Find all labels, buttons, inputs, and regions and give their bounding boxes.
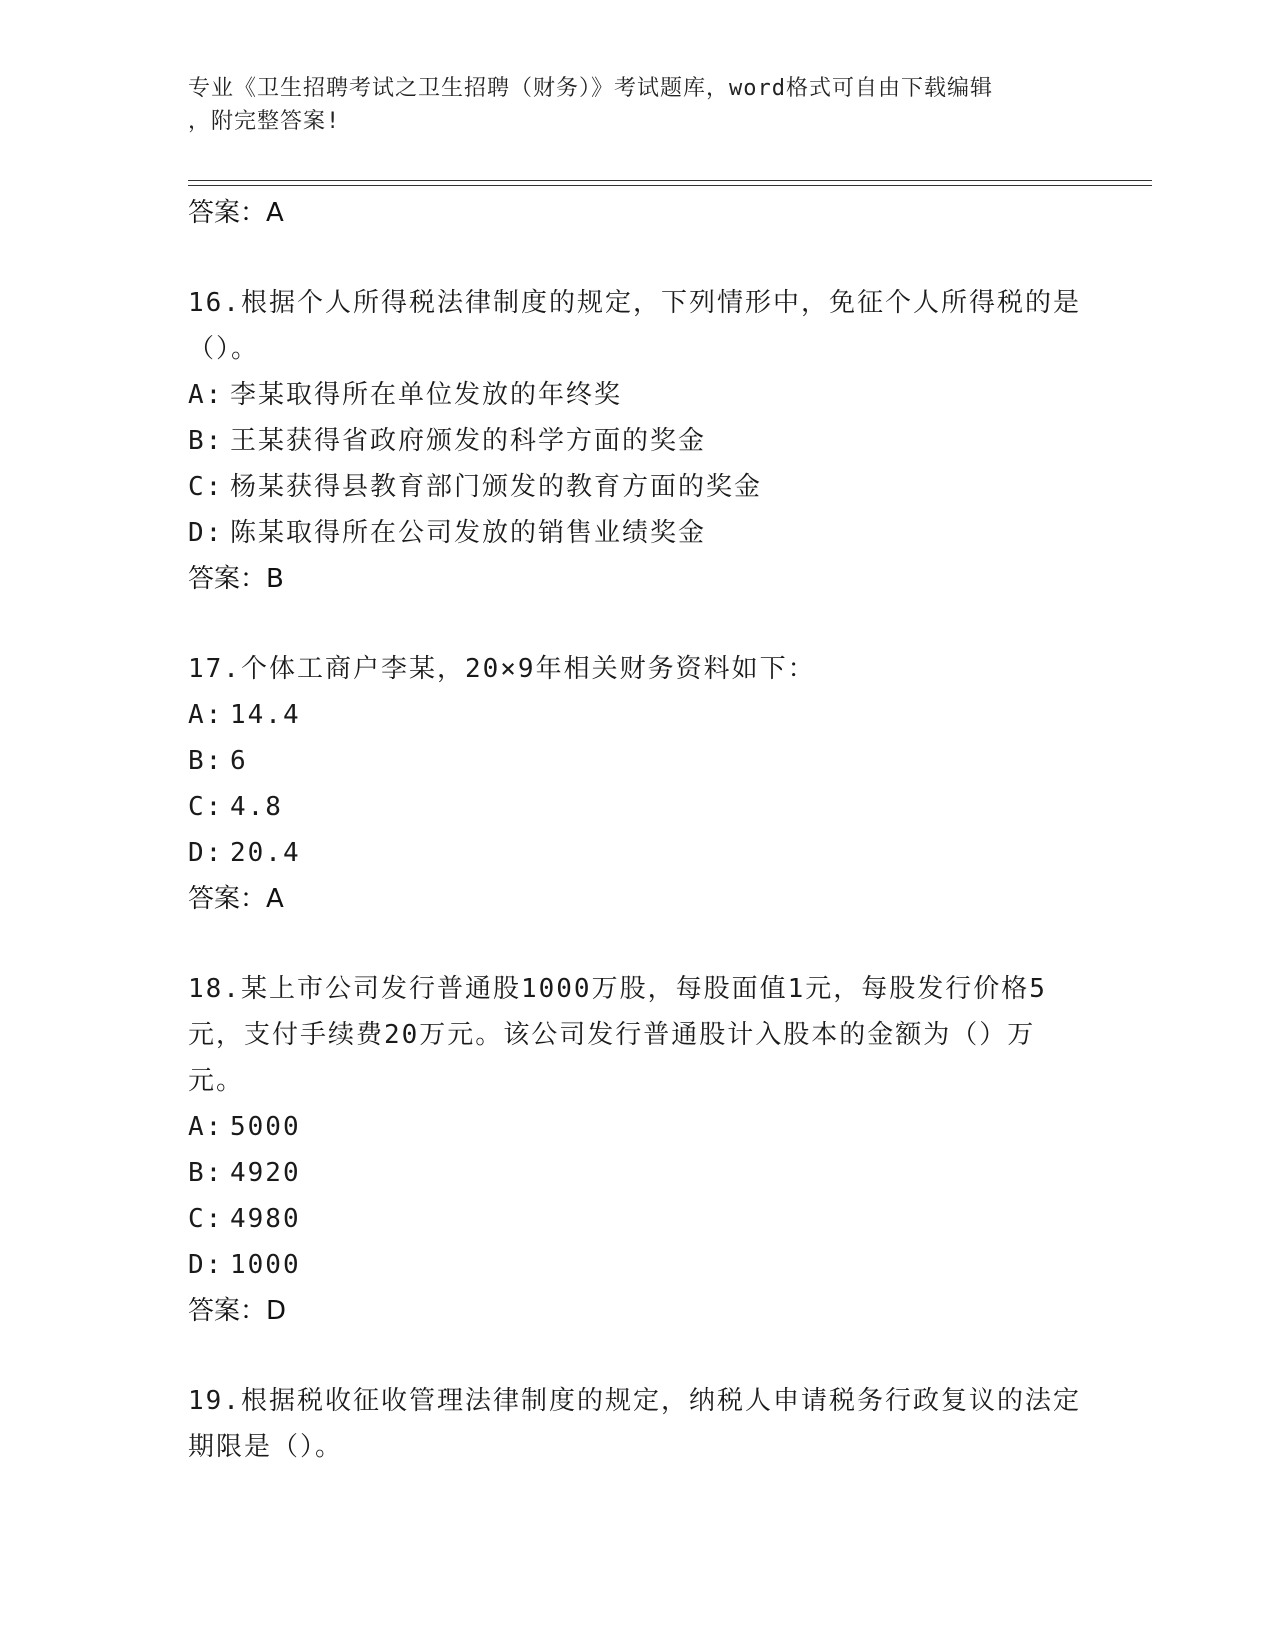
question-stem: 16.根据个人所得税法律制度的规定，下列情形中，免征个人所得税的是（）。 [188, 288, 1081, 364]
option-c [188, 1196, 1088, 1242]
option-d [188, 830, 1088, 876]
option-letter: B: [188, 426, 224, 456]
option-text: 4920 [230, 1158, 301, 1188]
option-text: 王某获得省政府颁发的科学方面的奖金 [230, 426, 707, 456]
option-letter: A: [188, 380, 224, 410]
header-line-1: 专业《卫生招聘考试之卫生招聘（财务）》考试题库，word格式可自由下载编辑 [188, 76, 993, 101]
question-17 [188, 646, 1088, 922]
option-text: 20.4 [230, 838, 301, 868]
option-letter: D: [188, 1250, 224, 1280]
header-divider [188, 180, 1152, 186]
option-a [188, 372, 1088, 418]
option-letter: A: [188, 1112, 224, 1142]
option-b [188, 738, 1088, 784]
question-stem: 19.根据税收征收管理法律制度的规定，纳税人申请税务行政复议的法定期限是（）。 [188, 1386, 1081, 1462]
option-c [188, 784, 1088, 830]
option-text: 6 [230, 746, 248, 776]
option-letter: D: [188, 838, 224, 868]
option-b [188, 418, 1088, 464]
option-text: 李某取得所在单位发放的年终奖 [230, 380, 623, 410]
option-d [188, 510, 1088, 556]
answer-line: 答案：A [188, 884, 284, 914]
option-letter: C: [188, 472, 224, 502]
option-text: 4980 [230, 1204, 301, 1234]
option-a [188, 1104, 1088, 1150]
question-stem: 18.某上市公司发行普通股1000万股，每股面值1元，每股发行价格5元，支付手续费20万元。该公司发行普通股计入股本的金额为（）万元。 [188, 974, 1047, 1096]
page-header [188, 72, 1068, 138]
option-text: 14.4 [230, 700, 301, 730]
header-line-2: ，附完整答案! [188, 109, 341, 134]
answer-line: 答案：B [188, 564, 284, 594]
option-text: 陈某取得所在公司发放的销售业绩奖金 [230, 518, 707, 548]
option-letter: C: [188, 1204, 224, 1234]
option-c [188, 464, 1088, 510]
option-text: 4.8 [230, 792, 283, 822]
document-body [188, 190, 1088, 1470]
question-19 [188, 1378, 1088, 1470]
option-a [188, 692, 1088, 738]
option-b [188, 1150, 1088, 1196]
option-d [188, 1242, 1088, 1288]
previous-answer: 答案：A [188, 198, 284, 228]
answer-line: 答案：D [188, 1296, 287, 1326]
option-text: 1000 [230, 1250, 301, 1280]
question-stem: 17.个体工商户李某，20×9年相关财务资料如下： [188, 654, 816, 684]
option-letter: B: [188, 746, 224, 776]
question-16 [188, 280, 1088, 602]
option-text: 5000 [230, 1112, 301, 1142]
option-letter: C: [188, 792, 224, 822]
option-letter: D: [188, 518, 224, 548]
option-letter: B: [188, 1158, 224, 1188]
option-letter: A: [188, 700, 224, 730]
option-text: 杨某获得县教育部门颁发的教育方面的奖金 [230, 472, 763, 502]
question-18 [188, 966, 1088, 1334]
